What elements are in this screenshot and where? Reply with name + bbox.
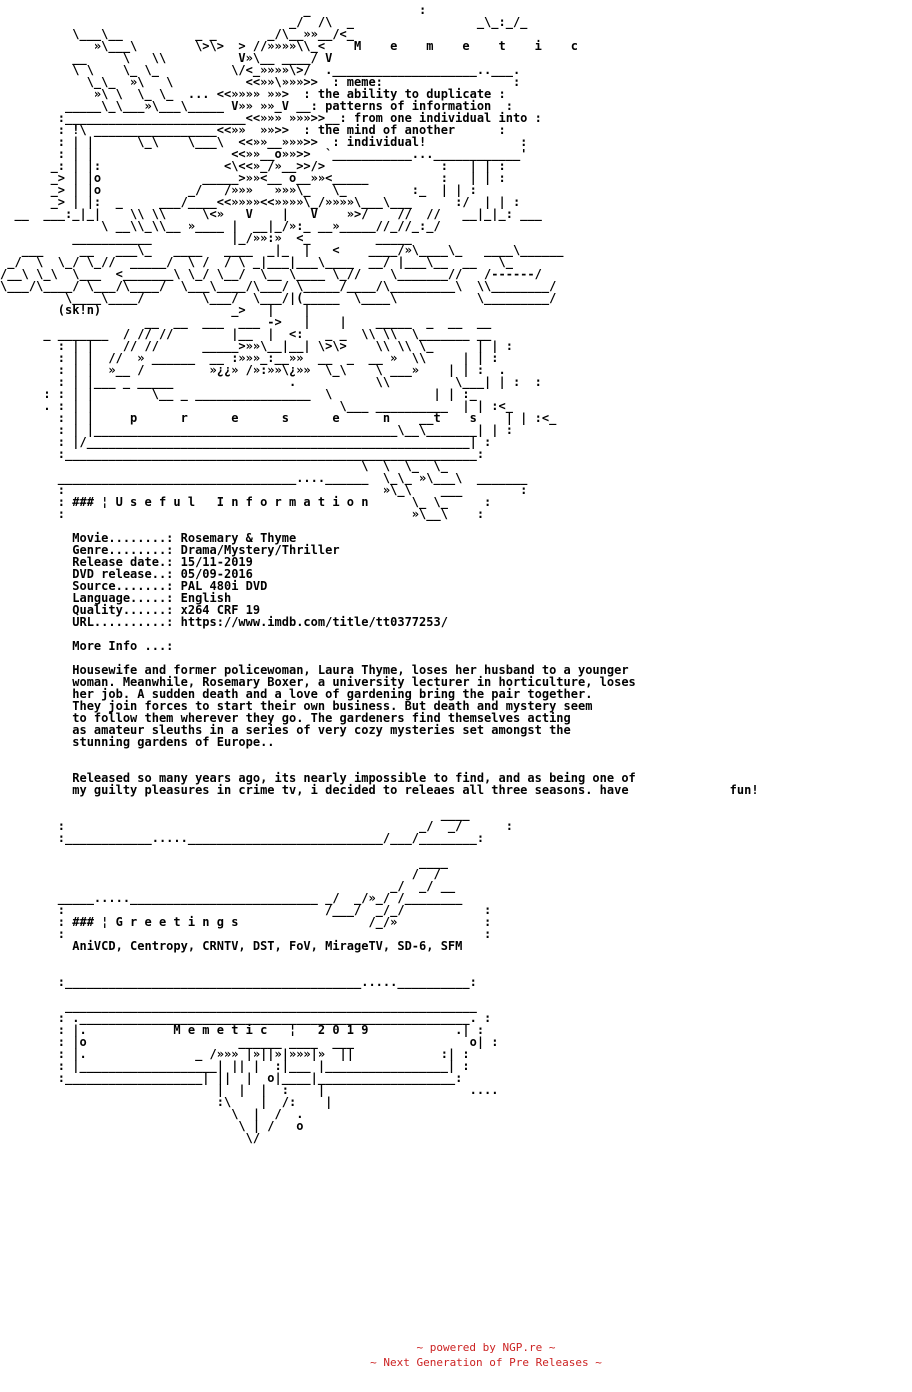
nfo-line: \ \ \_ \_ \/<_»»»»\>/ .____________________..___.: [0, 63, 521, 77]
nfo-line: More Info ...:: [0, 639, 174, 653]
nfo-line: ___________ |_/»»:» <_ _____: [0, 231, 412, 245]
nfo-line: _ :: [0, 3, 427, 17]
nfo-line: : | |__________________________________________\__\_______| | :: [0, 423, 513, 437]
nfo-line: Language.....: English: [0, 591, 232, 605]
nfo-line: : ### ¦ U s e f u l I n f o r m a t i o n \_ \_ :: [0, 495, 492, 509]
nfo-line: :____________.....___________________________/___/________:: [0, 831, 485, 845]
nfo-line: _> | |o _____>»»<__ o__»»<_____ : | | :: [0, 171, 506, 185]
nfo-line: They join forces to start their own business. But death and mystery seem: [0, 699, 593, 713]
nfo-line: : |___________________| || | :|___ |_________________| :: [0, 1059, 470, 1073]
nfo-line: _ _______ / // // |__ | <: _ _ \\ \\ \_______ __: [0, 327, 492, 341]
nfo-line: :_________________________________________________________:: [0, 447, 485, 461]
nfo-line: __ __ ___ ___ -> | | _____ _ __ __: [0, 315, 492, 329]
nfo-line: »\___\ \>\> > //»»»»\\_< M e m e t i c: [0, 39, 578, 53]
nfo-line: __ \ \\ V»\__ ____/ V: [0, 51, 333, 65]
nfo-line: : | | // // _____>»»\__|__| \>\> \\ \\ \_ | | :: [0, 339, 513, 353]
nfo-line: : | |___ _ _____ . \\ \___| | : :: [0, 375, 542, 389]
nfo-line: : .______________________________________________________. :: [0, 1011, 492, 1025]
nfo-ascii-document: [0, 4, 759, 1144]
nfo-line: : _/ _/ :: [0, 819, 513, 833]
nfo-line: : | | »__ / »¿¿» /»:»»\¿»» \_\ \ ___» | | : .: [0, 363, 506, 377]
nfo-line: _: | |: <\<<»_/»__>>/> : | | :: [0, 159, 506, 173]
nfo-line: \ __\\_\\__ »____ | __|_/»:_ __»_____//_//_:_/: [0, 219, 441, 233]
nfo-line: :_________________________________________.....__________:: [0, 975, 477, 989]
nfo-line: _____\_\___»\___\_____ V»» »»_V __: patterns of information :: [0, 99, 513, 113]
nfo-line: : |/_____________________________________________________| :: [0, 435, 492, 449]
nfo-line: ____: [0, 855, 448, 869]
nfo-line: : | | <<»»__o»»>> `___________...____________': [0, 147, 528, 161]
nfo-line: :_________________________<<»»» »»»>>__: from one individual into :: [0, 111, 542, 125]
nfo-line: : |. _ /»»» |»||»|»»»|» || :| :: [0, 1047, 470, 1061]
nfo-line: : | | p r e s e n __t s | | :<_: [0, 411, 557, 425]
nfo-line: »\ \ \_ \_ ... <<»»»» »»> : the ability to duplicate :: [0, 87, 506, 101]
nfo-line: / /: [0, 867, 441, 881]
nfo-line: : |o ______ ____ ___ o| :: [0, 1035, 499, 1049]
nfo-line: Release date.: 15/11-2019: [0, 555, 253, 569]
nfo-line: Released so many years ago, its nearly impossible to find, and as being one of: [0, 771, 636, 785]
nfo-line: : »\__\ :: [0, 507, 485, 521]
nfo-line: Source.......: PAL 480i DVD: [0, 579, 268, 593]
nfo-line: Housewife and former policewoman, Laura Thyme, loses her husband to a younger: [0, 663, 629, 677]
nfo-line: : !\ _________________<<»» »»>> : the mind of another :: [0, 123, 506, 137]
nfo-line: AniVCD, Centropy, CRNTV, DST, FoV, MirageTV, SD-6, SFM: [0, 939, 463, 953]
nfo-line: \ | / o: [0, 1119, 304, 1133]
nfo-line: _____.....__________________________ _/ _/»_/ /________: [0, 891, 463, 905]
nfo-line: (sk!n) _> | |: [0, 303, 311, 317]
nfo-line: _> | |o _/ /»»» »»»\_ \_ :_ | | :: [0, 183, 477, 197]
footer-powered-by: ~ powered by NGP.re ~: [416, 1341, 556, 1354]
nfo-line: ____: [0, 807, 470, 821]
nfo-line: DVD release..: 05/09-2016: [0, 567, 253, 581]
nfo-line: Quality......: x264 CRF 19: [0, 603, 261, 617]
nfo-line: :\ | /: |: [0, 1095, 333, 1109]
nfo-line: \_\_ »\ \ <<»»\»»»>> : meme: :: [0, 75, 521, 89]
nfo-line: :___________________| || | o|____|___________________:: [0, 1071, 463, 1085]
nfo-line: URL..........: https://www.imdb.com/title/tt0377253/: [0, 615, 448, 629]
nfo-line: \___/\____/ \___/\____/ \___\____/\___/ \_____/____/\_________\ \\________/: [0, 279, 557, 293]
nfo-line: ___ __ ___\_ ____ ____ _|_ | < ____/»\____\_ ____\______: [0, 243, 564, 257]
nfo-line: : ### ¦ G r e e t i n g s /_/» :: [0, 915, 492, 929]
nfo-line: as amateur sleuths in a series of very cozy mysteries set amongst the: [0, 723, 571, 737]
nfo-line: \___\__ _ _ _/\__»»__/<_: [0, 27, 355, 41]
nfo-line: : /___/ _/_/ :: [0, 903, 492, 917]
nfo-line: _/ \ \_/ \_// _____/ \ / / \ _|___|___\____ __/ |___\__ __ \_: [0, 255, 513, 269]
nfo-line: _________________________________....______ \_\_ »\___\ _______: [0, 471, 528, 485]
nfo-line: : »\_\ ___ :: [0, 483, 528, 497]
nfo-line: : :: [0, 927, 492, 941]
nfo-line: Genre........: Drama/Mystery/Thriller: [0, 543, 340, 557]
nfo-line: _/ _/ __: [0, 879, 456, 893]
nfo-line: my guilty pleasures in crime tv, i decided to releaes all three seasons. have fun!: [0, 783, 759, 797]
nfo-line: \ | / .: [0, 1107, 304, 1121]
nfo-line: stunning gardens of Europe..: [0, 735, 275, 749]
nfo-line: : |. M e m e t i c ¦ 2 0 1 9 .| :: [0, 1023, 485, 1037]
nfo-line: : : | | \__ _ ________________ \ | | :_: [0, 387, 477, 401]
nfo-line: to follow them wherever they go. The gardeners find themselves acting: [0, 711, 571, 725]
nfo-line: \____\____/ \___/ \___/|(_____ \____\ \_________/: [0, 291, 557, 305]
nfo-line: her job. A sudden death and a love of gardening bring the pair together.: [0, 687, 593, 701]
nfo-line: Movie........: Rosemary & Thyme: [0, 531, 297, 545]
nfo-line: : | | \_\ \___\ <<»»__»»»>> : individual! :: [0, 135, 528, 149]
nfo-line: : | | // » ______ __ :»»»_:__»» __ _ __ » \\ | | :: [0, 351, 499, 365]
nfo-line: | | | : | ....: [0, 1083, 499, 1097]
nfo-line: _________________________________________________________: [0, 999, 477, 1013]
nfo-line: \/: [0, 1131, 261, 1145]
footer-tagline: ~ Next Generation of Pre Releases ~: [370, 1356, 602, 1369]
nfo-line: \ \ \_ \_: [0, 459, 448, 473]
nfo-line: woman. Meanwhile, Rosemary Boxer, a university lecturer in horticulture, loses: [0, 675, 636, 689]
nfo-line: _> | |: _ ___/____<<»»»»<<»»»»\_/»»»»\___\___ :/ | | :: [0, 195, 521, 209]
nfo-line: /__\ \_\ \___ <_______\ \_/ \__/ \__ \____ \_// \_______// /------/: [0, 267, 542, 281]
footer: [0, 1340, 912, 1370]
nfo-line: __ ___:_|_| \\ \\ \<» V | V »>/ // // __|_|_: ___: [0, 207, 542, 221]
nfo-line: . : | | \___ __________ | | :<_: [0, 399, 513, 413]
nfo-line: _/ /\ _ _\_:_/_: [0, 15, 528, 29]
